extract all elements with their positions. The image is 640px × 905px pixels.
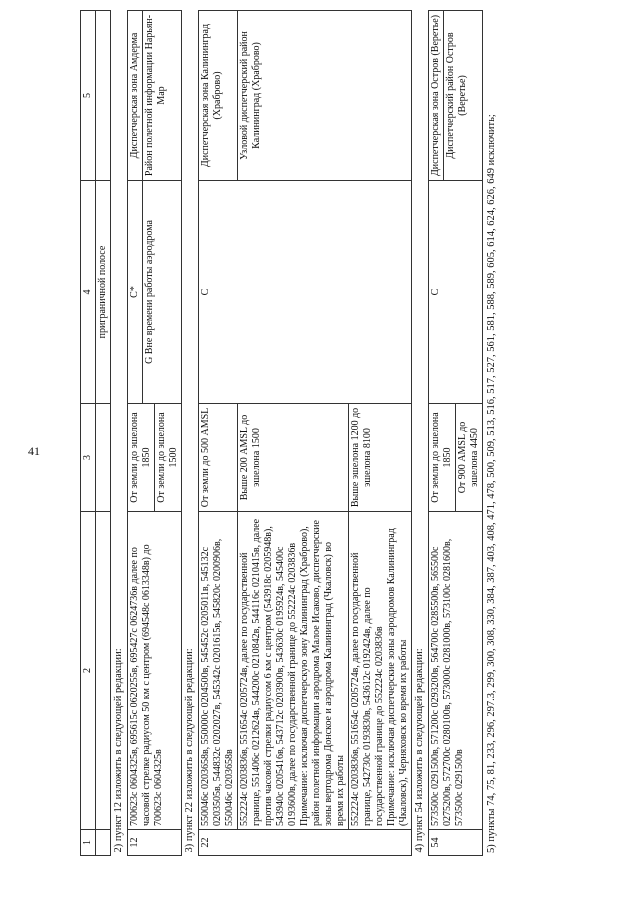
height-limit: От земли до эшелона 1850 [129,412,152,503]
atc-unit: Диспетчерская зона Амдерма [129,32,140,159]
height-limit: От земли до эшелона 1500 [154,404,181,511]
section-title: 4) пункт 54 изложить в следующей редакции: [412,11,429,856]
note: Примечание: исключая диспетчерскую зону Калининград (Храброво), район полетной информации аэродрома Малое Исаково, диспетчерские зоны вертодрома Донское и аэродрома Калининград (Чкаловск) во время их работы [299,520,346,826]
airspace-class: C [429,181,483,404]
section-title: 3) пункт 22 изложить в следующей редакции: [182,11,199,856]
height-limit: Выше 200 AMSL до эшелона 1500 [238,404,349,512]
col-header-4: 4 [81,181,96,404]
header-row [81,11,96,856]
rotated-page-content [80,11,595,856]
height-limit: От земли до 500 AMSL [199,404,238,512]
table-row-22b [238,11,349,856]
row-number: 22 [199,830,412,856]
section-title: 2) пункт 12 изложить в следующей редакции: [111,11,128,856]
border-strip-row [96,11,111,856]
footer-item-5: 5) пункты 74, 75, 81, 233, 296, 297.3, 299, 300, 308, 330, 384, 387, 403, 408, 471, 478, 500, 509, 513, 516, 517, 527, 561, 581, 588, 589, 605, 614, 624, 626, 649 исключить; [486,114,497,853]
note: Примечание: исключая диспетчерские зоны аэродромов Калининград (Чкаловск), Черняховск во время их работы [386,528,409,826]
col-header-3: 3 [81,404,96,512]
row-number: 12 [128,830,182,856]
atc-unit: Узловой диспетчерский район Калининград (Храброво) [238,11,412,181]
coordinates: 552224с 0203836в, 551654с 0205724в, далее по государственной границе, 551406с 0212624в, 544200с 0210842в, 544116с 0210415в, далее против часовой стрелки радиусом 6 км с центром (543918с 0205948в), 543940с 0205416в, 543712с 0203900в, 543630с 0195924в, 545400с 0193600в, далее по государственной границе до 552224с 0203836в [239,518,298,826]
table-row-22 [199,11,238,856]
page-number: 41 [28,444,40,458]
height-limit: От земли до эшелона 1850 [430,412,453,503]
coordinates: 573500с 0291500в, 571200с 0293200в, 564700с 0285500в, 565500с 0275200в, 572700с 0280100в, 573000с 0281000в, 573100с 0281600в, 573500с 0291500в [429,512,483,830]
height-limit: От 900 AMSL до эшелона 4450 [455,404,482,511]
coordinates: 552224с 0203836в, 551654с 0205724в, далее по государственной границе, 542730с 0193830в, 543612с 0192424в, далее по государственной границе до 552224с 0203836в [350,552,385,826]
col-header-2: 2 [81,512,96,830]
atc-unit: Диспетчерская зона Остров (Веретье) [430,14,441,177]
airspace-class: C [199,181,412,404]
row-number: 54 [429,830,483,856]
table-row-12 [128,11,182,856]
coordinates: 700623с 0604325в, 695615с 0620255в, 695427с 0624736в далее по часовой стрелке радиусом 50 км с центром (694548с 0613348в) до 700623с 0604325в [128,512,182,830]
height-limit: Выше эшелона 1200 до эшелона 8100 [349,404,412,512]
atc-unit: Диспетчерская зона Калининград (Храброво) [199,11,238,181]
airspace-class: G Вне времени работы аэродрома [142,181,157,403]
col-header-1: 1 [81,830,96,856]
col-header-5: 5 [81,11,96,181]
atc-unit: Диспетчерский район Остров (Веретье) [443,11,470,180]
border-strip-text: приграничной полосе [96,181,111,404]
atc-unit: Район полетной информации Нарьян-Мар [142,11,169,180]
table-row-54 [429,11,483,856]
coordinates: 550046с 0203658в, 550000с 0204500в, 545452с 0205011в, 545132с 0203505в, 544832с 0202027в, 545342с 0201615в, 545820с 0200906в, 550046с 0203658в [199,512,238,830]
airspace-table [80,10,483,856]
airspace-class: C* [129,286,140,298]
